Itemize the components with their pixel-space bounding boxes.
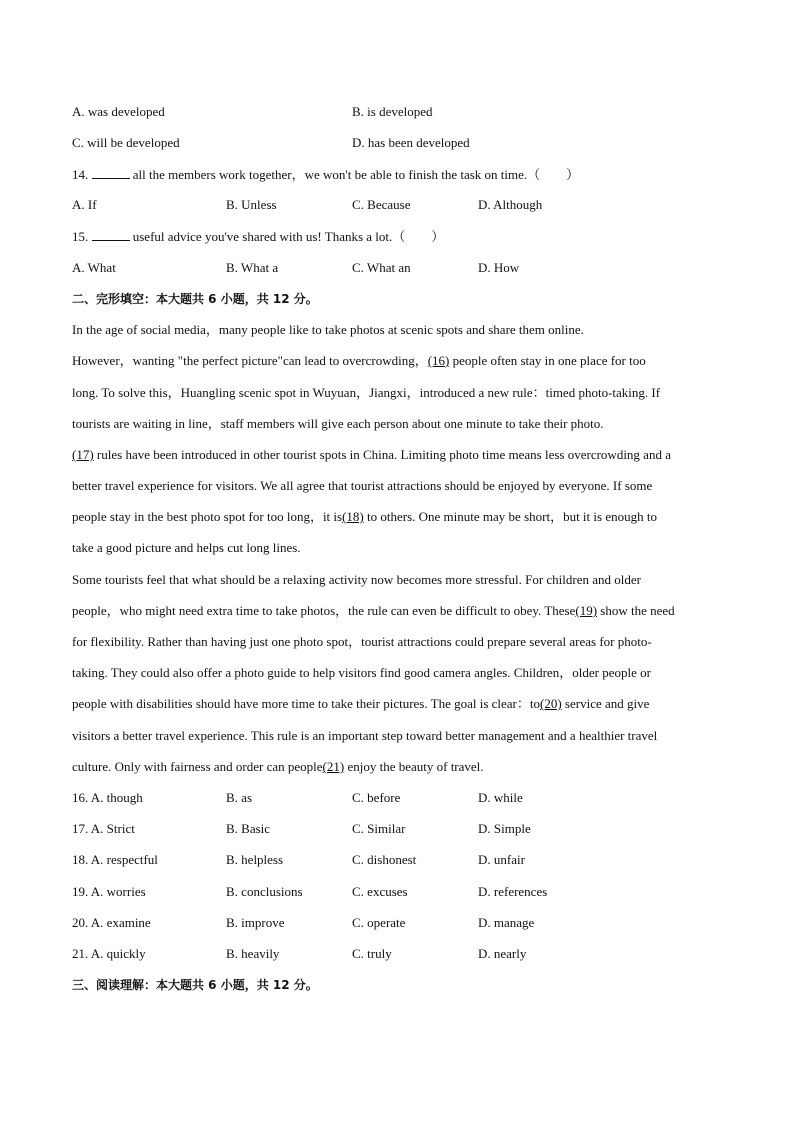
q16-option-c: C. before — [352, 790, 401, 805]
q14-text: all the members work together，we won't be able to finish the task on time.（ ） — [129, 167, 580, 182]
q13-option-c: C. will be developed — [72, 135, 180, 150]
q14-option-d: D. Although — [478, 197, 543, 212]
q14-stem — [72, 166, 579, 183]
q21-option-b: B. heavily — [226, 946, 280, 961]
passage-line-15 — [72, 759, 722, 775]
q15-stem — [72, 228, 444, 245]
passage-text: show the need — [597, 603, 675, 618]
passage-line-9: Some tourists feel that what should be a relaxing activity now becomes more stressful. For children and older — [72, 572, 641, 587]
q13-option-d: D. has been developed — [352, 135, 470, 150]
passage-line-2 — [72, 353, 722, 369]
q15-number: 15. — [72, 229, 89, 244]
passage-text: However，wanting "the perfect picture"can lead to overcrowding， — [72, 353, 428, 368]
blank-21: (21) — [322, 759, 345, 774]
q15-text: useful advice you've shared with us! Thanks a lot.（ ） — [129, 229, 445, 244]
passage-line-13 — [72, 696, 722, 712]
blank-20: (20) — [540, 696, 562, 711]
q18-option-b: B. helpless — [226, 852, 284, 867]
passage-line-4: tourists are waiting in line，staff members will give each person about one minute to take their photo. — [72, 416, 604, 431]
q17-option-b: B. Basic — [226, 821, 271, 836]
q18-option-c: C. dishonest — [352, 852, 417, 867]
q19-option-a: 19. A. worries — [72, 884, 146, 899]
passage-line-11: for flexibility. Rather than having just one photo spot，tourist attractions could prepare several areas for photo- — [72, 634, 652, 649]
passage-text: people with disabilities should have more time to take their pictures. The goal is clear：to — [72, 696, 540, 711]
passage-line-12: taking. They could also offer a photo guide to help visitors find good camera angles. Children，older people or — [72, 665, 651, 680]
q13-option-a: A. was developed — [72, 104, 165, 119]
blank-16: (16) — [427, 353, 450, 368]
q16-option-a: 16. A. though — [72, 790, 143, 805]
passage-text: people stay in the best photo spot for too long，it is — [72, 509, 343, 524]
passage-text: people，who might need extra time to take photos，the rule can even be difficult to obey. These — [72, 603, 576, 618]
q18-option-d: D. unfair — [478, 852, 525, 867]
passage-line-6: better travel experience for visitors. We all agree that tourist attractions should be enjoyed by everyone. If some — [72, 478, 653, 493]
q20-option-b: B. improve — [226, 915, 285, 930]
section-3-title: 三、阅读理解：本大题共 6 小题，共 12 分。 — [72, 978, 318, 992]
q21-option-c: C. truly — [352, 946, 392, 961]
passage-line-14: visitors a better travel experience. This rule is an important step toward better management and a healthier travel — [72, 728, 658, 743]
passage-line-7 — [72, 509, 722, 525]
q14-option-c: C. Because — [352, 197, 411, 212]
passage-line-5 — [72, 447, 722, 463]
q14-option-b: B. Unless — [226, 197, 277, 212]
q15-option-a: A. What — [72, 260, 116, 275]
passage-text: service and give — [561, 696, 650, 711]
q19-option-c: C. excuses — [352, 884, 408, 899]
q14-option-a: A. If — [72, 197, 97, 212]
q13-option-b: B. is developed — [352, 104, 433, 119]
q20-option-a: 20. A. examine — [72, 915, 151, 930]
q15-option-c: C. What an — [352, 260, 411, 275]
passage-line-8: take a good picture and helps cut long lines. — [72, 540, 301, 555]
passage-text: enjoy the beauty of travel. — [344, 759, 484, 774]
blank-19: (19) — [575, 603, 598, 618]
passage-text: to others. One minute may be short，but it is enough to — [363, 509, 657, 524]
passage-line-3: long. To solve this，Huangling scenic spot in Wuyuan，Jiangxi，introduced a new rule：timed photo-taking. If — [72, 385, 661, 400]
q18-option-a: 18. A. respectful — [72, 852, 158, 867]
q16-option-d: D. while — [478, 790, 523, 805]
q21-option-a: 21. A. quickly — [72, 946, 146, 961]
passage-line-1: In the age of social media，many people like to take photos at scenic spots and share them online. — [72, 322, 584, 337]
q15-blank — [92, 228, 130, 241]
q17-option-c: C. Similar — [352, 821, 406, 836]
passage-line-10 — [72, 603, 722, 619]
q20-option-c: C. operate — [352, 915, 406, 930]
q15-option-b: B. What a — [226, 260, 279, 275]
section-2-title: 二、完形填空：本大题共 6 小题，共 12 分。 — [72, 292, 318, 306]
blank-18: (18) — [342, 509, 364, 524]
q15-option-d: D. How — [478, 260, 520, 275]
q16-option-b: B. as — [226, 790, 252, 805]
q14-number: 14. — [72, 167, 89, 182]
q21-option-d: D. nearly — [478, 946, 527, 961]
q17-option-d: D. Simple — [478, 821, 531, 836]
q17-option-a: 17. A. Strict — [72, 821, 135, 836]
q19-option-d: D. references — [478, 884, 548, 899]
passage-text: people often stay in one place for too — [449, 353, 646, 368]
q20-option-d: D. manage — [478, 915, 535, 930]
q14-blank — [92, 166, 130, 179]
passage-text: rules have been introduced in other tourist spots in China. Limiting photo time means less overcrowding and a — [93, 447, 671, 462]
passage-text: culture. Only with fairness and order can people — [72, 759, 323, 774]
q19-option-b: B. conclusions — [226, 884, 303, 899]
blank-17: (17) — [72, 447, 94, 462]
